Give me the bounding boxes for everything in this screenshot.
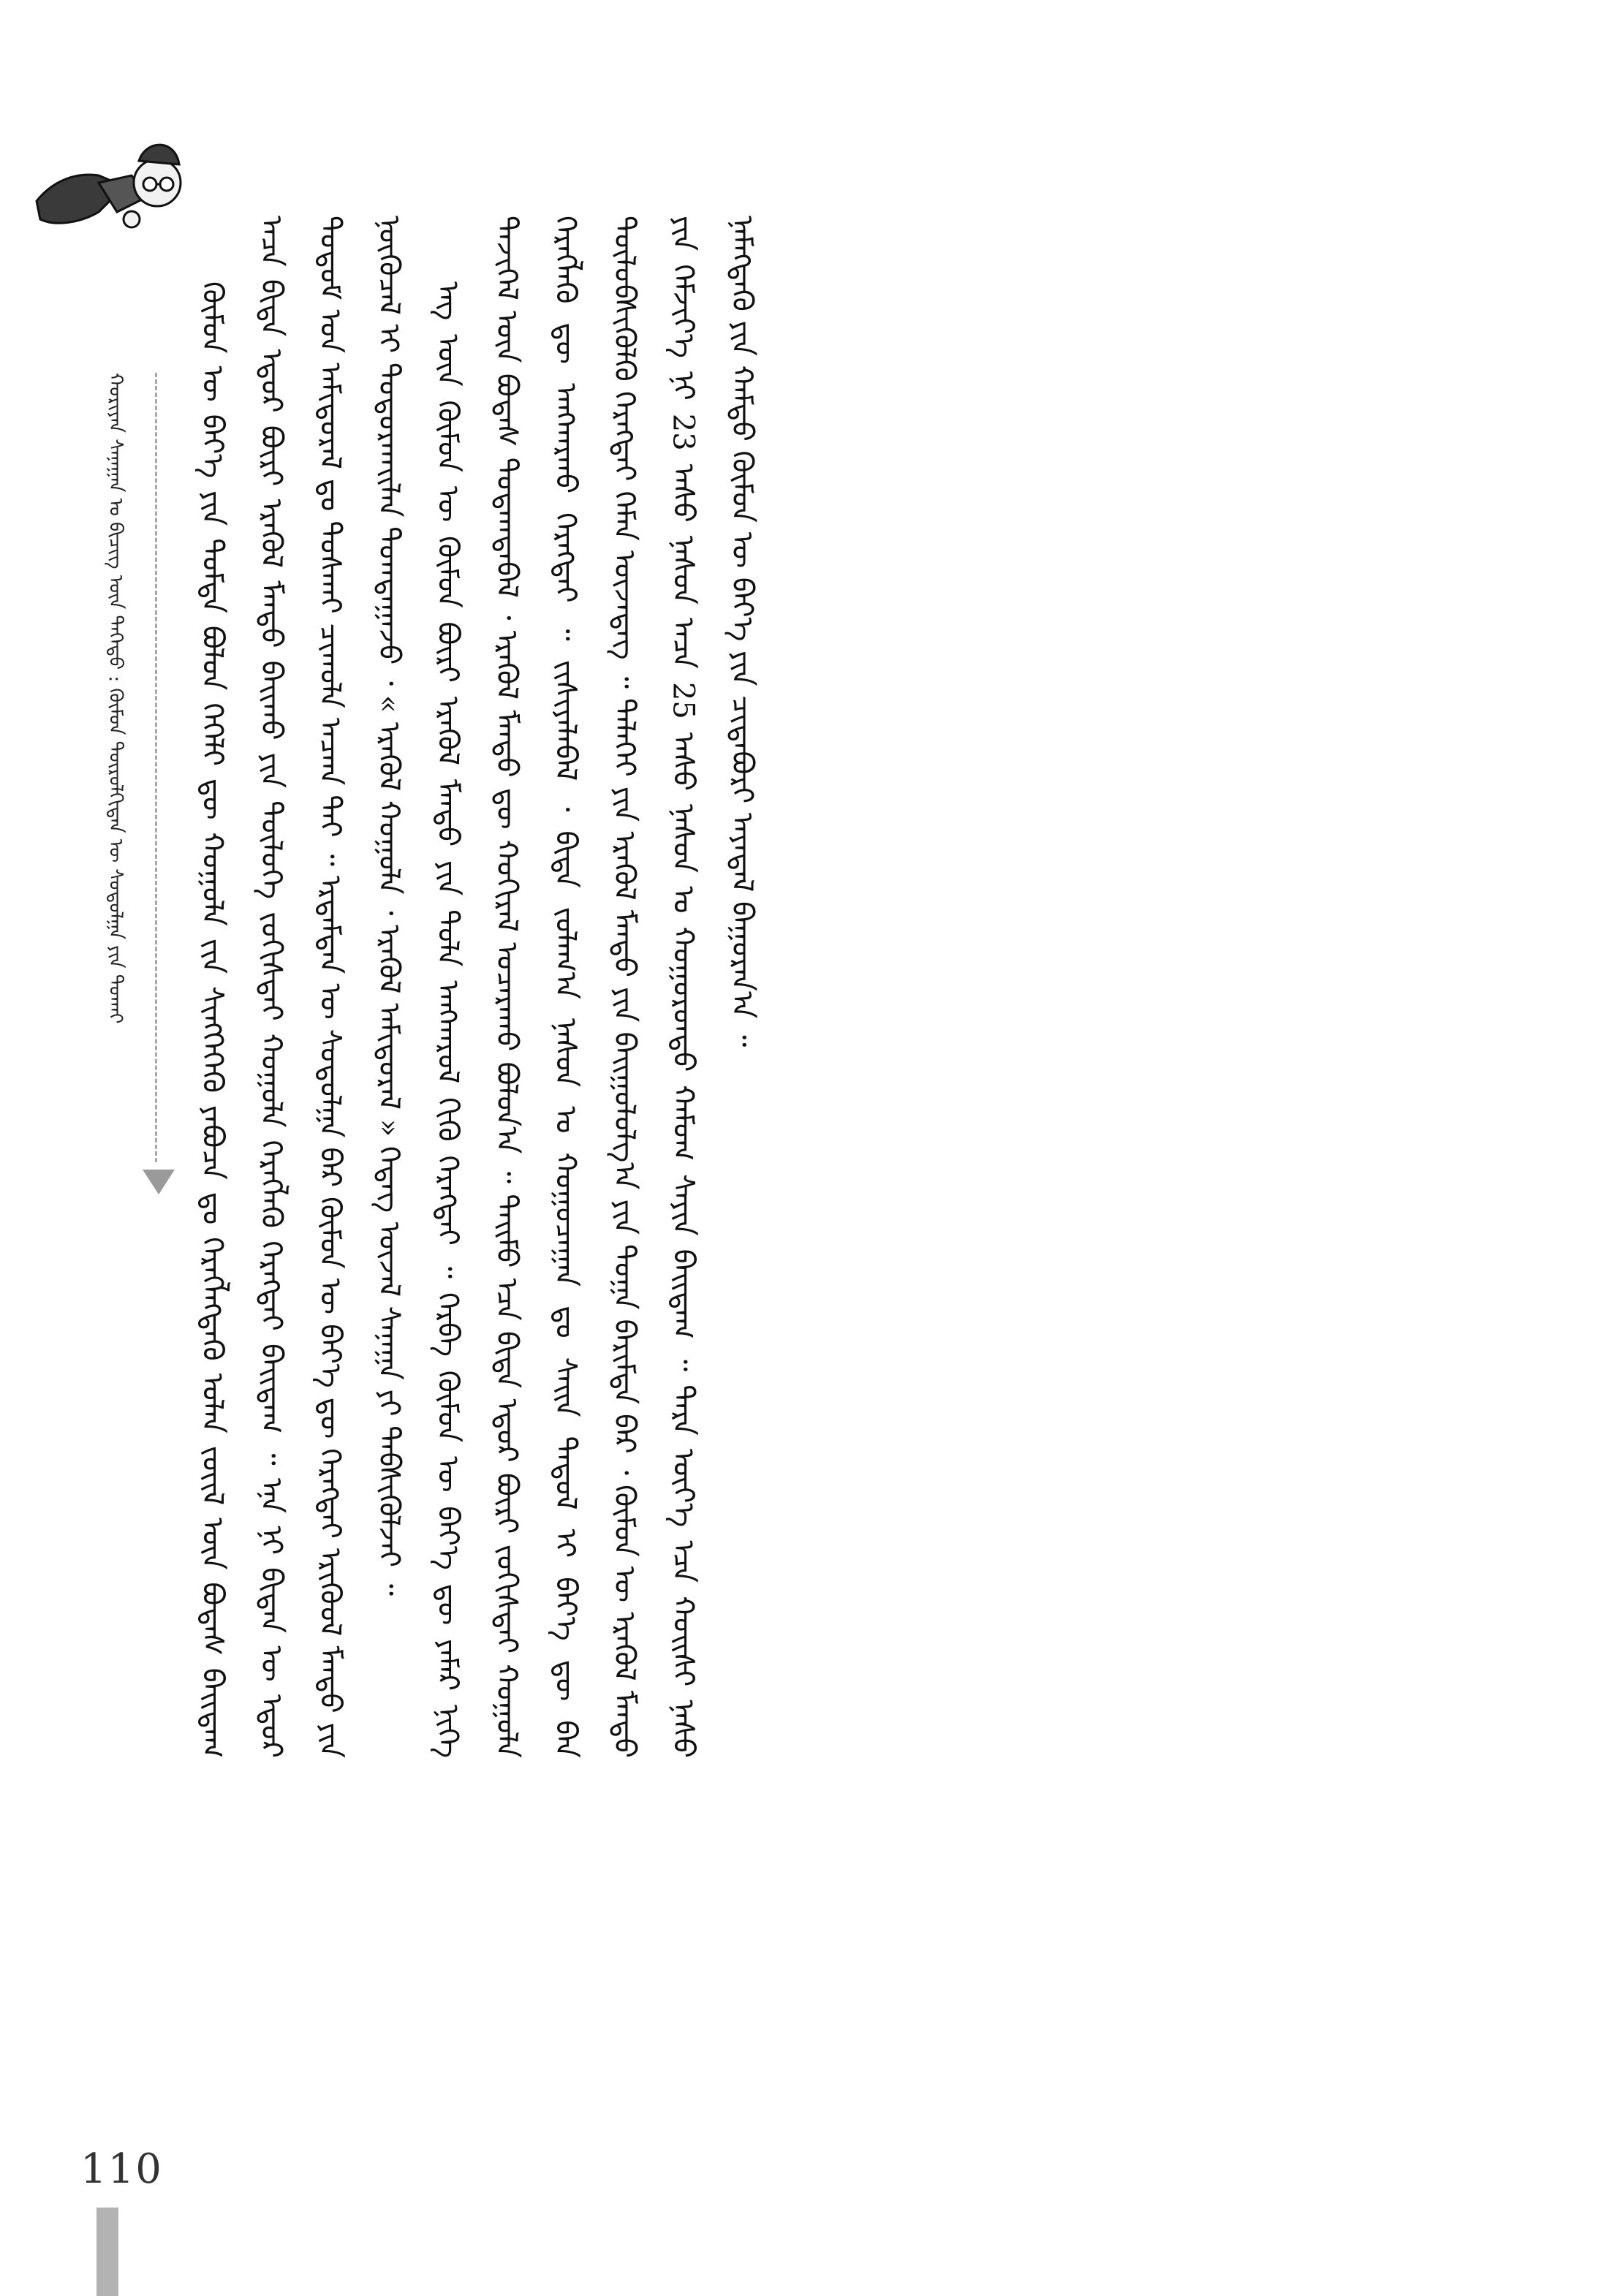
triangle-marker-icon [143,1170,175,1194]
running-title: ᠬᠣᠷᠢᠶᠠᠨ ᠰᠠᠨᠠᠭᠠᠨ ᠤ ᠪᠢᠴᠢᠭ ᠦᠨ ᠳᠡᠭᠡᠳᠦ : ᠬᠦᠮᠦᠨ ᠲᠥᠷᠥᠯᠬᠢᠲᠡᠨ ᠦ ᠰᠤᠳᠤᠯᠭᠠ ᠶᠢᠨ ᠲᠤᠬᠠᠢ [105,373,126,1024]
header-divider [155,373,157,1162]
paragraph: ᠬᠦᠮᠦᠨ ᠦ ᠪᠡᠶ᠎ᠡ ᠶᠢᠨ ᠳᠤᠮᠳᠠ ᠪᠣᠯᠣᠨ ᠬᠡᠭᠡᠯᠢ ᠳᠦ ᠬᠣᠭᠣᠯᠠ ᠵᠢᠨ ᠰᠢᠩᠭᠡᠭᠡᠬᠦ ᠶᠠᠪᠤᠴᠠ ᠳᠤ ᠬᠡᠷᠡᠭᠯᠡᠭᠳᠡᠬᠦ ᠣᠯᠠᠨ ᠵᠦᠢᠯ ᠦᠨ ᠪᠣᠳᠠᠰ ᠪᠠᠢᠳᠠᠭ ᠠᠴᠠ ᠪᠢᠳᠡ ᠡᠳᠦᠷ ᠪᠦᠷᠢ ᠡᠷᠡᠭᠦᠯ ᠮᠡᠨᠳᠦ ᠪᠠᠢᠬᠤ ᠶᠢᠨ ᠲᠥᠯᠥᠭᠡ ᠵᠣᠬᠢᠰᠲᠠᠢ ᠬᠣᠭᠣᠯᠠ ᠬᠡᠷᠡᠭᠯᠡᠬᠦ ᠬᠡᠷᠡᠭᠲᠡᠢ ᠪᠠᠢᠳᠠᠭ ᠃ ᠡᠨᠡ ᠨᠢ ᠪᠢᠳᠡᠨ ᠦ ᠡᠳᠦᠷ ᠲᠤᠲᠤᠮ ᠤᠨ ᠠᠮᠢᠳᠤᠷᠠᠯ ᠳᠤ ᠲᠤᠰᠬᠠᠢ ᠴᠢᠬᠤᠯᠠ ᠠᠴᠬᠠ ᠲᠠᠢ ᠃ ᠡᠷᠳᠡᠮᠲᠡᠨ ᠦ ᠰᠤᠳᠤᠯᠭᠠ ᠪᠡᠷ ᠬᠦᠮᠦᠨ ᠦ ᠪᠡᠶ᠎ᠡ ᠳᠦ ᠬᠡᠷᠡᠭᠲᠡᠢ ᠡᠷᠢᠭᠦᠦᠯ ᠮᠡᠨᠳᠦ ᠶᠢᠨ ᠨᠥᠬᠦᠴᠡᠯ ᠢ ᠲᠣᠳᠣᠷᠬᠠᠢᠯᠠᠨ ᠲᠣᠭᠲᠠᠭᠠᠵᠤ ᠂ « ᠡᠷᠡᠭᠦᠯ ᠬᠣᠭᠣᠯᠠ ᠂ ᠡᠷᠡᠭᠦᠯ ᠠᠮᠢᠳᠤᠷᠠᠯ » ᠭᠡᠳᠡᠭ ᠦᠵᠡᠯ ᠰᠠᠨᠠᠭᠠ ᠶᠢ ᠳᠡᠪᠰᠢᠭᠦᠯᠵᠡᠢ ᠃ [195,216,406,1758]
edge-tab [97,2208,118,2296]
body-text [183,216,1521,1758]
mascot-illustration [29,132,190,249]
paragraph: ᠡᠩ ᠦᠨ ᠬᠦᠮᠦᠨ ᠦ ᠬᠦᠮᠦᠨ ᠪᠦᠷᠢ ᠡᠷᠡᠭᠦᠯ ᠮᠡᠨᠳᠦ ᠶᠢᠨ ᠲᠤᠯᠠ ᠠᠩᠬᠠᠷᠤᠯ ᠬᠢᠬᠦ ᠬᠡᠷᠡᠭᠲᠡᠢ ᠃ ᠬᠡᠷᠪᠡ ᠬᠦᠮᠦᠨ ᠦ ᠪᠡᠶ᠎ᠡ ᠳᠦ ᠶᠠᠮᠠᠷ ᠨᠢᠭᠡ ᠲᠡᠵᠢᠭᠡᠯ ᠦᠨ ᠪᠣᠳᠠᠰ ᠳᠤᠲᠠᠭᠳᠠᠪᠠᠯ ᠂ ᠡᠷᠡᠭᠦᠯ ᠮᠡᠨᠳᠦ ᠳᠦ ᠬᠣᠬᠢᠷᠠᠯ ᠤᠴᠠᠷᠠᠬᠤ ᠪᠣᠯᠣᠨ᠎ᠠ ᠃ ᠲᠡᠢᠮᠦ ᠡᠴᠡ ᠪᠢᠳᠡ ᠡᠳᠦᠷ ᠪᠦᠷᠢ ᠵᠣᠬᠢᠰᠲᠠᠢ ᠬᠣᠭᠣᠯᠠ ᠬᠡᠷᠡᠭᠯᠡᠬᠦ ᠳᠦ ᠠᠩᠬᠠᠷᠬᠤ ᠬᠡᠷᠡᠭᠲᠡᠢ ᠃ ᠵᠢᠱᠢᠶᠡᠯᠡᠪᠡᠯ ᠂ ᠪᠢᠳᠡ ᠵᠤᠯᠠᠭ᠎ᠠ ᠨᠠᠰᠤᠨ ᠤ ᠬᠤᠭᠤᠴᠠᠭᠠᠨ ᠳᠤ ᠰᠠᠢᠨ ᠳᠠᠳᠤᠯ ᠢ ᠪᠡᠶ᠎ᠡ ᠳᠦ ᠪᠡᠨ ᠲᠥᠯᠥᠪᠰᠢᠭᠦᠯᠬᠦ ᠬᠡᠷᠡᠭᠲᠡᠢ ᠬᠡᠮᠡᠨ ᠦᠵᠡᠳᠡᠭ ᠃ ᠳᠡᠯᠡᠬᠡᠢ ᠶᠢᠨ ᠡᠷᠡᠭᠦᠯ ᠮᠡᠨᠳᠦ ᠶᠢᠨ ᠪᠠᠢᠭᠤᠯᠤᠯᠭ᠎ᠠ ᠶᠢᠨ ᠲᠣᠭᠠ ᠪᠠᠷᠢᠮᠲᠠ ᠪᠡᠷ ᠂ ᠬᠦᠮᠦᠨ ᠦ ᠡᠷᠡᠭᠦᠯ ᠮᠡᠨᠳᠦ ᠶᠢᠨ ᠬᠡᠮᠵᠢᠶ᠎ᠡ ᠨᠢ 23 ᠠᠰᠤ ᠨᠠᠰᠤᠨ ᠠᠴᠠ 25 ᠠᠰᠤ ᠨᠠᠰᠤᠨ ᠤ ᠬᠣᠭᠣᠷᠣᠨᠳᠣ ᠬᠠᠮᠤᠭ ᠰᠠᠶᠢᠨ ᠪᠠᠢᠳᠠᠭ ᠃ ᠲᠡᠷᠡ ᠦᠶ᠎ᠡ ᠡᠴᠡ ᠬᠣᠢᠰᠢ ᠨᠠᠰᠤ ᠨᠡᠮᠡᠭᠳᠡᠬᠦ ᠶᠢᠨ ᠬᠠᠮᠲᠤ ᠬᠦᠮᠦᠨ ᠦ ᠪᠡᠶ᠎ᠡ ᠶᠢᠨ ᠴᠢᠳᠠᠪᠤᠷᠢ ᠠᠶᠠᠳᠠᠯ ᠪᠠᠭᠤᠷᠠᠨ᠎ᠠ ᠃ [431,216,759,1758]
header-area [29,132,175,1096]
page-number: 110 [80,2145,163,2193]
